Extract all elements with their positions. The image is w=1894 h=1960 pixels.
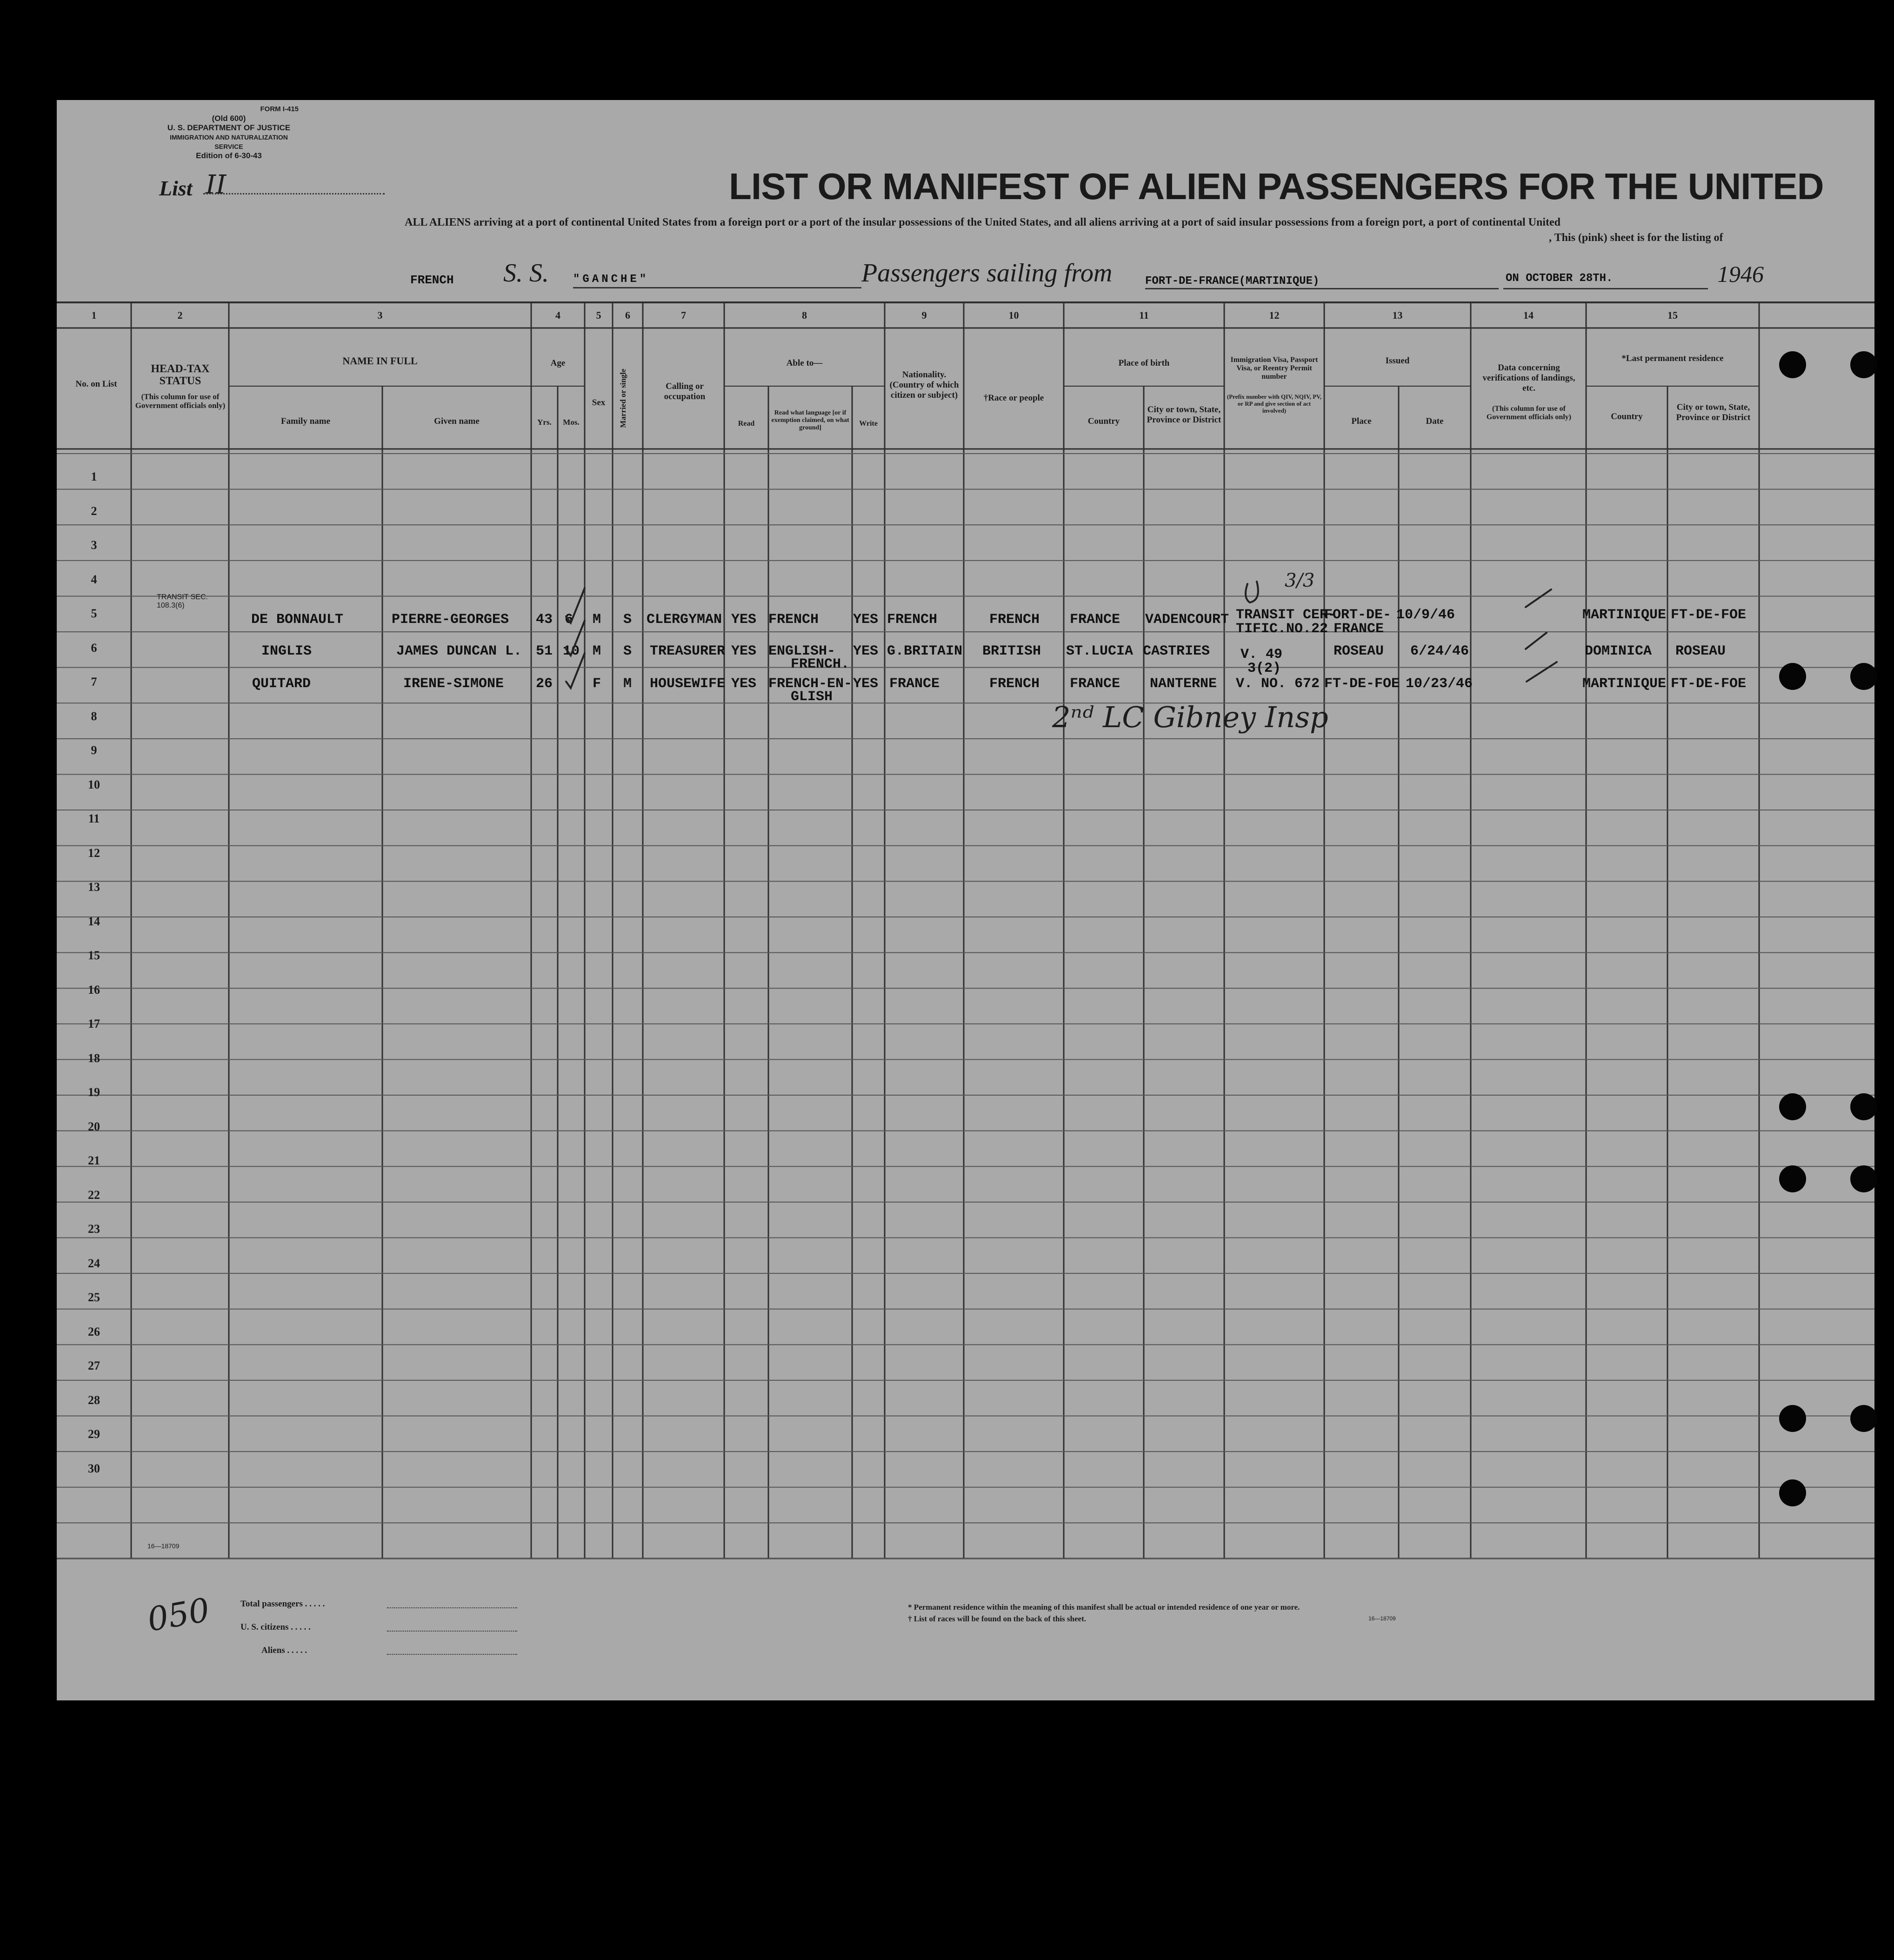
- header-calling: Calling or occupation: [664, 381, 706, 401]
- row-number: 26: [88, 1325, 100, 1338]
- header-read-language: Read what language [or if exemption claimed, on what ground]: [771, 409, 849, 431]
- occupation: HOUSEWIFE: [650, 676, 726, 692]
- form-number: FORM I-415: [260, 105, 299, 113]
- column-number-10: 10: [1008, 309, 1019, 321]
- nationality: FRENCH: [887, 612, 938, 628]
- row-number: 2: [91, 504, 97, 518]
- footnote-races: † List of races will be found on the back of this sheet.: [908, 1614, 1086, 1623]
- sailing-label: Passengers sailing from: [861, 259, 1113, 288]
- birth-country: FRANCE: [1070, 612, 1120, 628]
- departure-year: 1946: [1717, 261, 1764, 287]
- issued-place: ROSEAU: [1334, 643, 1384, 659]
- row-number: 4: [91, 572, 97, 586]
- read-language: ENGLISH-: [768, 643, 836, 659]
- can-write: YES: [853, 676, 879, 692]
- row-number: 5: [91, 607, 97, 620]
- given-name: PIERRE-GEORGES: [392, 612, 509, 628]
- row-number: 7: [91, 675, 97, 689]
- column-number-12: 12: [1269, 309, 1280, 321]
- verification-stroke: [1527, 662, 1557, 682]
- age-months: 10: [563, 643, 580, 659]
- aliens-label: Aliens . . . . .: [261, 1646, 307, 1655]
- residence-city: FT-DE-FOE: [1671, 676, 1747, 692]
- row-number: 16: [88, 983, 100, 997]
- residence-country: DOMINICA: [1585, 643, 1652, 659]
- column-number-15: 15: [1667, 309, 1678, 321]
- header-res-city: City or town, State, Province or District: [1676, 402, 1751, 422]
- column-number-4: 4: [555, 309, 560, 321]
- visa-number: V. 49: [1240, 647, 1283, 662]
- row-number: 6: [91, 641, 97, 655]
- age-years: 51: [536, 643, 553, 659]
- row-number: 3: [91, 538, 97, 552]
- header-data-note: (This column for use of Government officials only): [1486, 405, 1572, 421]
- punch-hole: [1850, 1093, 1877, 1120]
- header-birth-country: Country: [1087, 416, 1120, 426]
- check-mark: [566, 621, 585, 656]
- list-label: List: [159, 176, 193, 200]
- row-number: 11: [88, 812, 100, 825]
- total-passengers-line: [387, 1607, 517, 1608]
- age-years: 43: [536, 612, 553, 628]
- punch-hole: [1779, 351, 1806, 378]
- header-read: Read: [738, 420, 755, 428]
- header-last-residence: *Last permanent residence: [1621, 354, 1724, 363]
- visa-number-cont: TIFIC.NO.22: [1236, 621, 1328, 637]
- header-name-in-full: NAME IN FULL: [342, 355, 418, 367]
- birth-city: VADENCOURT: [1145, 612, 1229, 628]
- header-race: †Race or people: [983, 393, 1044, 403]
- row-number: 17: [88, 1017, 100, 1030]
- given-name: IRENE-SIMONE: [403, 676, 504, 692]
- read-language-cont: FRENCH.: [791, 656, 850, 672]
- can-write: YES: [853, 643, 879, 659]
- column-number-5: 5: [596, 309, 601, 321]
- age-years: 26: [536, 676, 553, 692]
- sex: F: [593, 676, 601, 692]
- total-passengers-label: Total passengers . . . . .: [240, 1599, 325, 1609]
- header-head-tax-note: (This column for use of Government officials only): [135, 392, 226, 410]
- race: BRITISH: [982, 643, 1041, 659]
- header-place-of-birth: Place of birth: [1118, 358, 1170, 368]
- visa-section: 3(2): [1247, 661, 1281, 676]
- department-name: U. S. DEPARTMENT OF JUSTICE: [167, 123, 291, 132]
- departure-port: FORT-DE-FRANCE(MARTINIQUE): [1145, 275, 1320, 288]
- column-number-1: 1: [91, 309, 97, 321]
- check-mark: [566, 588, 585, 623]
- departure-date: ON OCTOBER 28TH.: [1506, 272, 1613, 285]
- residence-country: MARTINIQUE: [1582, 676, 1667, 692]
- sex: M: [593, 643, 601, 659]
- row-number: 28: [88, 1393, 100, 1407]
- check-mark: [566, 653, 585, 688]
- row-number: 13: [88, 880, 100, 894]
- row-number: 18: [88, 1051, 100, 1065]
- read-language-cont: GLISH: [791, 689, 833, 705]
- form-print-code: 16—18709: [147, 1542, 180, 1550]
- ss-label: S. S.: [503, 259, 549, 288]
- read-language: FRENCH-EN-: [768, 676, 853, 692]
- list-number: II: [206, 170, 227, 200]
- marital-status: M: [623, 676, 632, 692]
- row-number: 25: [88, 1291, 100, 1304]
- footnote-residence: * Permanent residence within the meaning of this manifest shall be actual or intended residence of one year or more.: [908, 1603, 1300, 1612]
- subtitle-line-1: ALL ALIENS arriving at a port of continental United States from a foreign port or a port of the insular possessions of the United States, and all aliens arriving at a port of said insular possessions from a foreign port, a port of continental United: [405, 216, 1561, 228]
- header-visa: Immigration Visa, Passport Visa, or Reentry Permit number: [1230, 356, 1318, 381]
- form-edition: Edition of 6-30-43: [196, 151, 262, 160]
- manifest-sheet: [57, 100, 1874, 1700]
- header-write: Write: [859, 420, 878, 428]
- residence-country: MARTINIQUE: [1582, 607, 1667, 623]
- header-data-concerning: Data concerning verifications of landings, etc.: [1482, 363, 1575, 393]
- punch-hole: [1779, 1093, 1806, 1120]
- punch-hole: [1850, 1405, 1877, 1432]
- header-no-on-list: No. on List: [75, 379, 117, 389]
- header-married: Married or single: [619, 368, 627, 428]
- row-number: 24: [88, 1256, 100, 1270]
- verification-stroke: [1526, 589, 1551, 607]
- head-tax-stamp: TRANSIT SEC. 108.3(6): [157, 593, 208, 609]
- row-number: 9: [91, 743, 97, 757]
- birth-country: ST.LUCIA: [1066, 643, 1134, 659]
- birth-country: FRANCE: [1070, 676, 1120, 692]
- row-number: 22: [88, 1188, 100, 1202]
- header-nationality: Nationality. (Country of which citizen or subject): [889, 370, 959, 400]
- sheet-number: 050: [144, 1591, 213, 1639]
- header-issued-date: Date: [1426, 416, 1444, 426]
- punch-hole: [1779, 1165, 1806, 1192]
- marital-status: S: [623, 643, 632, 659]
- row-number: 21: [88, 1154, 100, 1167]
- read-language: FRENCH: [768, 612, 819, 628]
- punch-hole: [1779, 1405, 1806, 1432]
- header-yrs: Yrs.: [537, 418, 552, 427]
- marital-status: S: [623, 612, 632, 628]
- header-head-tax: HEAD-TAX STATUS: [151, 363, 210, 387]
- column-number-9: 9: [921, 309, 927, 321]
- punch-hole: [1850, 351, 1877, 378]
- row-number: 12: [88, 846, 100, 860]
- row-number: 8: [91, 709, 97, 723]
- row-number: 15: [88, 949, 100, 962]
- row-number: 29: [88, 1427, 100, 1441]
- header-res-country: Country: [1611, 412, 1643, 421]
- can-write: YES: [853, 612, 879, 628]
- column-number-14: 14: [1523, 309, 1534, 321]
- issued-place: FT-DE-FOE: [1324, 676, 1400, 692]
- inspector-signature: 2ⁿᵈ LC Gibney Insp: [1052, 700, 1328, 734]
- occupation: CLERGYMAN: [647, 612, 722, 628]
- issued-date: 6/24/46: [1410, 643, 1469, 659]
- given-name: JAMES DUNCAN L.: [396, 643, 522, 659]
- punch-hole: [1850, 663, 1877, 690]
- subtitle-line-2: , This (pink) sheet is for the listing of: [1549, 232, 1723, 244]
- header-able-to: Able to—: [786, 358, 823, 368]
- header-sex: Sex: [592, 398, 606, 408]
- form-old-number: (Old 600): [212, 114, 246, 123]
- footnote-code: 16—18709: [1368, 1615, 1396, 1622]
- family-name: QUITARD: [252, 676, 311, 692]
- nationality: G.BRITAIN: [887, 643, 963, 659]
- header-mos: Mos.: [563, 418, 580, 427]
- service-name: IMMIGRATION AND NATURALIZATION SERVICE: [170, 134, 288, 150]
- aliens-line: [387, 1654, 517, 1655]
- race: FRENCH: [989, 612, 1040, 628]
- can-read: YES: [731, 676, 757, 692]
- can-read: YES: [731, 643, 757, 659]
- header-given-name: Given name: [434, 416, 480, 426]
- column-number-7: 7: [681, 309, 686, 321]
- column-number-2: 2: [177, 309, 183, 321]
- row-number: 14: [88, 914, 100, 928]
- handwritten-fraction: 3/3: [1285, 570, 1315, 591]
- can-read: YES: [731, 612, 757, 628]
- row-number: 20: [88, 1119, 100, 1133]
- row-number: 27: [88, 1359, 100, 1372]
- issued-place: FORT-DE-: [1324, 607, 1392, 623]
- occupation: TREASURER: [650, 643, 726, 659]
- header-age: Age: [550, 358, 566, 368]
- visa-number: V. NO. 672: [1236, 676, 1320, 692]
- page-title: LIST OR MANIFEST OF ALIEN PASSENGERS FOR THE UNITED: [729, 166, 1824, 207]
- punch-hole: [1779, 663, 1806, 690]
- row-number: 30: [88, 1461, 100, 1475]
- us-citizens-line: [387, 1631, 517, 1632]
- race: FRENCH: [989, 676, 1040, 692]
- residence-city: FT-DE-FOE: [1671, 607, 1747, 623]
- verification-stroke: [1526, 633, 1547, 649]
- family-name: INGLIS: [261, 643, 312, 659]
- column-number-3: 3: [377, 309, 383, 321]
- residence-city: ROSEAU: [1675, 643, 1726, 659]
- column-number-13: 13: [1392, 309, 1403, 321]
- header-family-name: Family name: [280, 416, 331, 426]
- ship-flag: FRENCH: [410, 273, 454, 287]
- ship-name: "GANCHE": [573, 273, 649, 286]
- punch-hole: [1779, 1479, 1806, 1506]
- family-name: DE BONNAULT: [251, 612, 344, 628]
- header-issued-place: Place: [1351, 416, 1372, 426]
- row-number: 23: [88, 1222, 100, 1236]
- header-visa-note: (Prefix number with QIV, NQIV, PV, or RP and give section of act involved): [1227, 393, 1322, 414]
- issued-date: 10/9/46: [1396, 607, 1455, 623]
- birth-city: NANTERNE: [1150, 676, 1217, 692]
- visa-number: TRANSIT CER-: [1236, 607, 1337, 623]
- handwritten-marks: [57, 100, 1874, 1700]
- header-birth-city: City or town, State, Province or District: [1147, 405, 1221, 425]
- column-number-8: 8: [802, 309, 807, 321]
- nationality: FRANCE: [889, 676, 940, 692]
- birth-city: CASTRIES: [1143, 643, 1210, 659]
- us-citizens-label: U. S. citizens . . . . .: [240, 1622, 311, 1632]
- punch-hole: [1850, 1165, 1877, 1192]
- issued-place-cont: FRANCE: [1334, 621, 1384, 637]
- column-number-6: 6: [625, 309, 630, 321]
- age-months: 6: [565, 612, 574, 628]
- sex: M: [593, 612, 601, 628]
- handwritten-initials: [1246, 582, 1258, 602]
- row-number: 19: [88, 1085, 100, 1099]
- header-issued: Issued: [1385, 356, 1410, 366]
- row-number: 10: [88, 777, 100, 791]
- column-number-11: 11: [1139, 309, 1149, 321]
- row-number: 1: [91, 470, 97, 483]
- issued-date: 10/23/46: [1406, 676, 1473, 692]
